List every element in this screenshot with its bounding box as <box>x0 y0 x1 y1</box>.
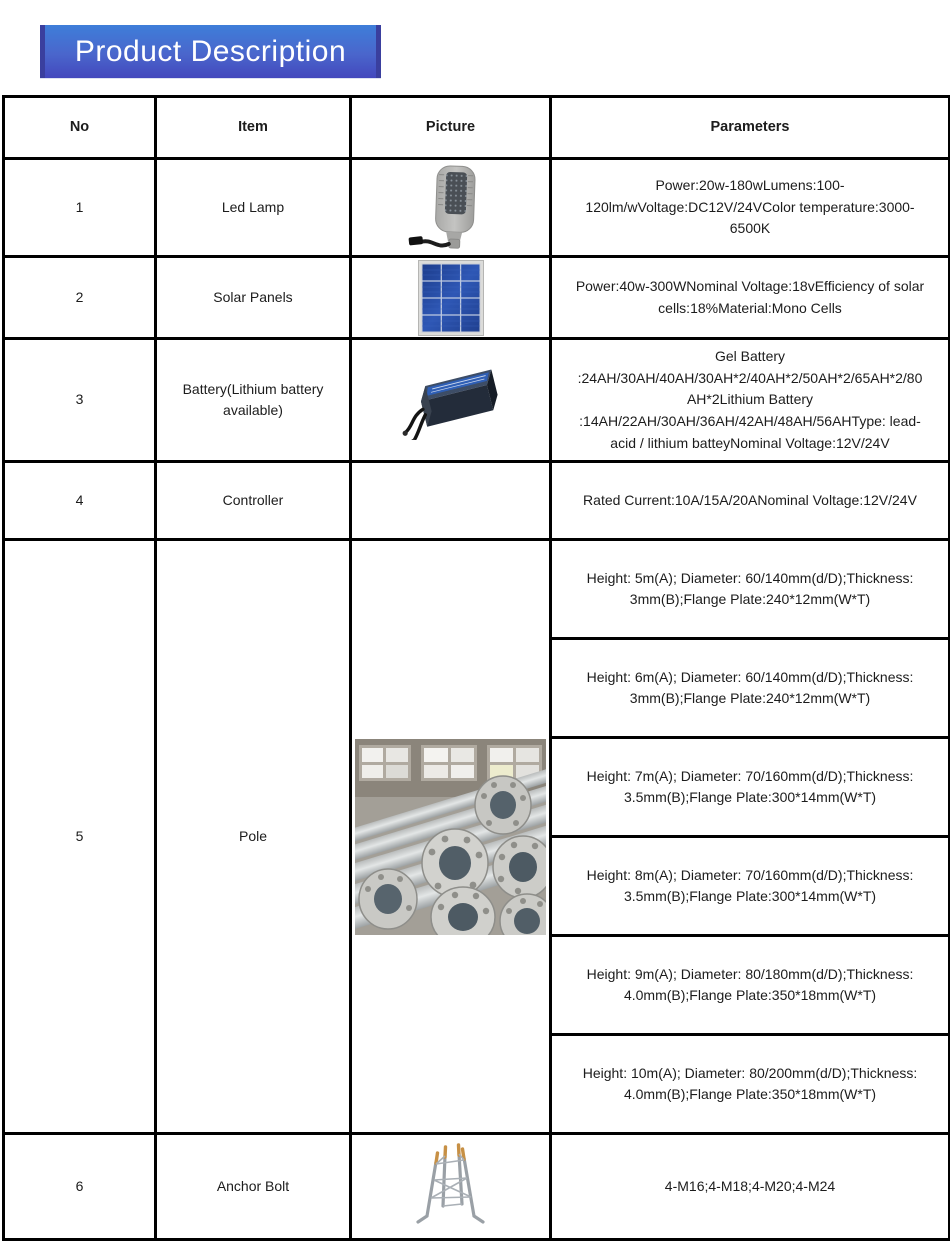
solar-panel-image <box>418 260 484 336</box>
picture-cell-empty <box>351 462 551 540</box>
row-parameters: Height: 8m(A); Diameter: 70/160mm(d/D);Thickness: 3.5mm(B);Flange Plate:300*14mm(W*T) <box>551 837 950 936</box>
row-no: 6 <box>4 1134 156 1240</box>
row-no: 3 <box>4 339 156 462</box>
col-header-picture: Picture <box>351 97 551 159</box>
col-header-item: Item <box>156 97 351 159</box>
table-row <box>4 540 950 639</box>
table-row <box>4 462 950 540</box>
row-no: 5 <box>4 540 156 1134</box>
col-header-no: No <box>4 97 156 159</box>
row-item: Battery(Lithium battery available) <box>156 339 351 462</box>
row-item: Anchor Bolt <box>156 1134 351 1240</box>
table-row <box>4 1134 950 1240</box>
picture-cell <box>351 1134 551 1240</box>
row-parameters: Rated Current:10A/15A/20ANominal Voltage:12V/24V <box>551 462 950 540</box>
table-header-row <box>4 97 950 159</box>
page-title <box>40 25 381 78</box>
picture-cell <box>351 159 551 257</box>
row-item: Pole <box>156 540 351 1134</box>
row-parameters: Height: 6m(A); Diameter: 60/140mm(d/D);Thickness: 3mm(B);Flange Plate:240*12mm(W*T) <box>551 639 950 738</box>
anchor-bolt-image <box>412 1140 490 1234</box>
row-item: Led Lamp <box>156 159 351 257</box>
pole-photo <box>355 739 546 935</box>
picture-cell <box>351 540 551 1134</box>
row-item: Solar Panels <box>156 257 351 339</box>
table-row <box>4 257 950 339</box>
row-item: Controller <box>156 462 351 540</box>
row-parameters: Power:40w-300WNominal Voltage:18vEfficiency of solar cells:18%Material:Mono Cells <box>551 257 950 339</box>
product-table <box>2 95 950 1241</box>
picture-cell <box>351 339 551 462</box>
row-parameters: Height: 7m(A); Diameter: 70/160mm(d/D);Thickness: 3.5mm(B);Flange Plate:300*14mm(W*T) <box>551 738 950 837</box>
table-row <box>4 159 950 257</box>
row-parameters: Height: 10m(A); Diameter: 80/200mm(d/D);Thickness: 4.0mm(B);Flange Plate:350*18mm(W*T) <box>551 1035 950 1134</box>
row-parameters: 4-M16;4-M18;4-M20;4-M24 <box>551 1134 950 1240</box>
row-no: 4 <box>4 462 156 540</box>
table-row <box>4 339 950 462</box>
row-no: 2 <box>4 257 156 339</box>
row-parameters: Gel Battery :24AH/30AH/40AH/30AH*2/40AH*2/50AH*2/65AH*2/80AH*2Lithium Battery :14AH/22AH/30AH/36AH/42AH/48AH/56AHType: lead-acid / lithium batteyNominal Voltage:12V/24V <box>551 339 950 462</box>
page-title-text: Product Description <box>74 34 347 68</box>
picture-cell <box>351 257 551 339</box>
battery-image <box>392 360 510 440</box>
col-header-parameters: Parameters <box>551 97 950 159</box>
row-no: 1 <box>4 159 156 257</box>
row-parameters: Height: 5m(A); Diameter: 60/140mm(d/D);Thickness: 3mm(B);Flange Plate:240*12mm(W*T) <box>551 540 950 639</box>
row-parameters: Power:20w-180wLumens:100-120lm/wVoltage:DC12V/24VColor temperature:3000-6500K <box>551 159 950 257</box>
row-parameters: Height: 9m(A); Diameter: 80/180mm(d/D);Thickness: 4.0mm(B);Flange Plate:350*18mm(W*T) <box>551 936 950 1035</box>
led-lamp-image <box>403 163 499 253</box>
